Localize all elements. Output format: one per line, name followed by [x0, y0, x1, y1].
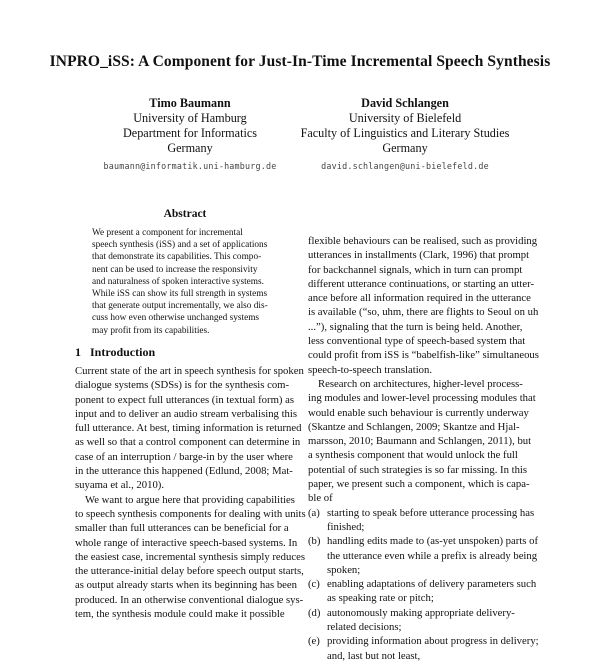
text-line: ing modules and lower-level processing modules that [308, 392, 536, 405]
author-email: david.schlangen@uni-bielefeld.de [321, 161, 489, 171]
text-line: could profit from iSS is “babelfish-like” simultaneous [308, 349, 539, 362]
right-column [308, 234, 539, 663]
text-line: flexible behaviours can be realised, such as providing [308, 235, 538, 247]
text-line: for backchannel signals, which in turn can prompt [308, 263, 523, 276]
abstract-line: We present a component for incremental [92, 228, 243, 238]
author-country: Germany [382, 141, 428, 155]
list-text: providing information about progress in delivery; [327, 635, 539, 648]
list-item [308, 534, 539, 548]
text-line: to speech synthesis components for dealing with units [75, 507, 306, 520]
capability-list [308, 506, 539, 663]
text-line: as well so that a control component can determine in [75, 436, 301, 449]
list-item [308, 606, 530, 620]
intro-paragraph-4 [308, 377, 536, 506]
abstract-line: may profit from its capabilities. [92, 325, 210, 336]
text-line: speech-to-speech translation. [308, 363, 433, 376]
text-line: tem, the synthesis module could make it possible [75, 608, 285, 621]
section-number: 1 [75, 345, 81, 359]
list-text: finished; [327, 520, 365, 533]
text-line: (Skantze and Schlangen, 2009; Skantze and Hjal- [308, 420, 520, 433]
list-text: handling edits made to (as-yet unspoken) parts of [327, 535, 539, 548]
list-text: autonomously making appropriate delivery- [327, 606, 515, 619]
text-line: ponent to expect full utterances (in textual form) as [75, 393, 295, 406]
list-label: (c) [308, 578, 320, 591]
list-label: (d) [308, 606, 321, 619]
author-affiliation: University of Bielefeld [348, 111, 462, 125]
list-text: spoken; [327, 563, 361, 576]
list-text: the utterance even while a prefix is already being [327, 549, 538, 562]
text-line: paper, we present such a component, which is capa- [308, 478, 530, 491]
text-line: the utterance-initial delay before speech output starts, [75, 565, 304, 578]
text-line: a synthesis component that would unlock the full [308, 449, 518, 462]
list-label: (b) [308, 535, 321, 548]
left-column [75, 364, 306, 621]
text-line: ance before all information required in the utterance [308, 292, 531, 305]
abstract-line: that demonstrate its capabilities. This compo- [92, 252, 262, 263]
text-line: smaller than full utterances can be beneficial for a [75, 522, 289, 535]
author-affiliation: University of Hamburg [133, 111, 247, 125]
author-name: Timo Baumann [149, 96, 231, 110]
list-item [308, 506, 535, 520]
text-line: in the utterance this happened (Edlund, 2008; Mat- [75, 465, 293, 478]
text-line: produced. In an otherwise conventional dialogue sys- [75, 593, 304, 606]
abstract-heading: Abstract [163, 208, 207, 220]
author-department: Department for Informatics [122, 126, 257, 140]
text-line: whole range of interactive speech-based systems. In [75, 536, 298, 549]
abstract-body [92, 227, 282, 337]
text-line: We want to argue here that providing capabilities [85, 493, 295, 506]
text-line: potential of such strategies is so far missing. In this [308, 463, 528, 476]
author-block-1 [80, 96, 300, 174]
abstract-line: cuss how even otherwise unchanged systems [92, 313, 260, 324]
abstract-line: nent can be used to increase the responsivity [92, 264, 258, 275]
list-text: and, last but not least, [327, 649, 421, 662]
text-line: ...”), signaling that the turn is being held. Another, [308, 320, 523, 333]
abstract-line: and naturalness of spoken interactive systems. [92, 276, 264, 287]
text-line: suyama et al., 2010). [75, 479, 165, 492]
section-title: Introduction [90, 345, 156, 359]
author-department: Faculty of Linguistics and Literary Studies [300, 126, 510, 140]
author-block-2 [290, 96, 520, 174]
list-text: as speaking rate or pitch; [327, 592, 434, 605]
intro-paragraph-3 [308, 234, 539, 377]
text-line: dialogue systems (SDSs) is for the synthesis com- [75, 379, 290, 392]
text-line: input and to deliver an audio stream verbalising this [75, 407, 298, 420]
abstract-line: that generate output incrementally, we also dis- [92, 301, 268, 312]
author-name: David Schlangen [361, 96, 449, 110]
text-line: would enable such behaviour is currently underway [308, 406, 529, 419]
author-country: Germany [167, 141, 213, 155]
list-label: (a) [308, 506, 320, 519]
text-line: ble of [308, 492, 333, 505]
text-line: less conventional type of speech-based system that [308, 335, 526, 348]
list-label: (e) [308, 635, 320, 648]
list-item [308, 634, 539, 648]
text-line: case of an interruption / barge-in by the user where [75, 450, 293, 463]
text-line: marsson, 2010; Baumann and Schlangen, 2011), but [308, 435, 532, 448]
list-text: related decisions; [327, 621, 402, 634]
paper-title: INPRO_iSS: A Component for Just-In-Time Incremental Speech Synthesis [49, 53, 551, 70]
section-heading [75, 345, 155, 360]
text-line: full utterance. At best, timing information is returned [75, 422, 302, 435]
text-line: is available (“so, uhm, there are flights to Seoul on uh [308, 306, 539, 319]
list-item [308, 577, 537, 591]
text-line: Current state of the art in speech synthesis for spoken [75, 365, 304, 377]
author-email: baumann@informatik.uni-hamburg.de [103, 161, 277, 171]
intro-paragraph-2 [75, 493, 306, 622]
abstract-line: While iSS can show its full strength in systems [92, 289, 268, 300]
list-text: enabling adaptations of delivery parameters such [327, 578, 537, 591]
text-line: utterances in installments (Clark, 1996) that prompt [308, 249, 530, 262]
text-line: as output already starts when its beginning has been [75, 579, 298, 592]
list-text: starting to speak before utterance processing has [327, 506, 535, 519]
text-line: the easiest case, incremental synthesis simply reduces [75, 550, 306, 563]
intro-paragraph-1 [75, 364, 304, 493]
abstract-line: speech synthesis (iSS) and a set of applications [92, 240, 268, 251]
text-line: Research on architectures, higher-level process- [318, 377, 523, 390]
text-line: different utterance continuations, or starting an utter- [308, 277, 535, 290]
